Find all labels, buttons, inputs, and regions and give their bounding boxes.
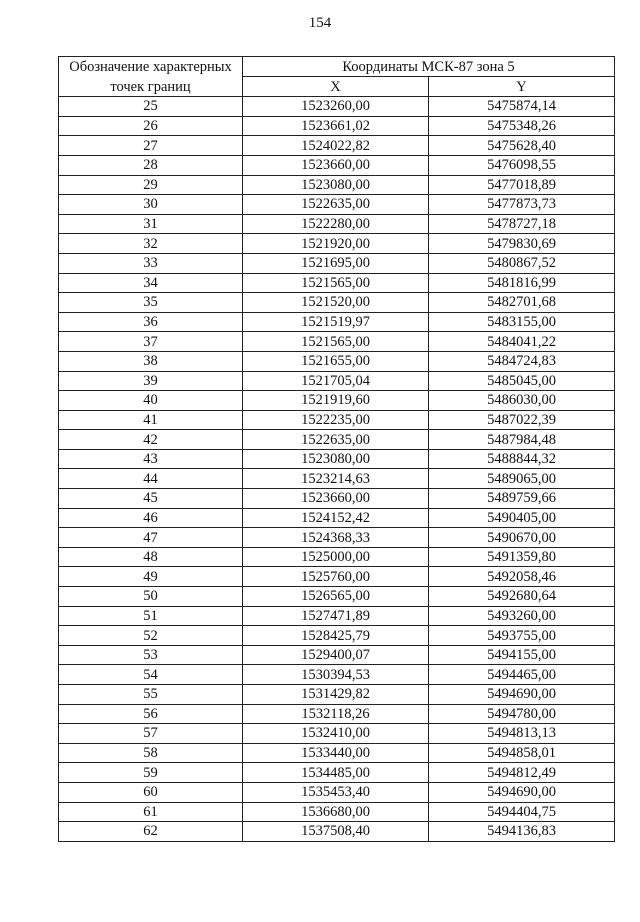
- table-row: [59, 528, 615, 548]
- table-row: [59, 234, 615, 254]
- point-number-cell: 59: [59, 763, 243, 783]
- x-coordinate-cell: 1532410,00: [243, 724, 429, 744]
- x-coordinate-cell: 1524152,42: [243, 508, 429, 528]
- table-row: [59, 293, 615, 313]
- point-number-cell: 52: [59, 626, 243, 646]
- table-row: [59, 116, 615, 136]
- table-row: [59, 469, 615, 489]
- point-number-cell: 30: [59, 195, 243, 215]
- y-coordinate-cell: 5488844,32: [429, 449, 615, 469]
- table-row: [59, 410, 615, 430]
- x-coordinate-cell: 1532118,26: [243, 704, 429, 724]
- y-coordinate-cell: 5490670,00: [429, 528, 615, 548]
- y-coordinate-cell: 5494136,83: [429, 822, 615, 842]
- table-row: [59, 822, 615, 842]
- point-number-cell: 28: [59, 155, 243, 175]
- table-row: [59, 273, 615, 293]
- table-row: [59, 508, 615, 528]
- table-row: [59, 449, 615, 469]
- x-coordinate-cell: 1522635,00: [243, 195, 429, 215]
- table-row: [59, 782, 615, 802]
- y-coordinate-cell: 5487022,39: [429, 410, 615, 430]
- point-number-cell: 54: [59, 665, 243, 685]
- y-coordinate-cell: 5494812,49: [429, 763, 615, 783]
- header-x: X: [243, 77, 429, 97]
- x-coordinate-cell: 1521519,97: [243, 312, 429, 332]
- point-number-cell: 57: [59, 724, 243, 744]
- point-number-cell: 58: [59, 743, 243, 763]
- table-row: [59, 430, 615, 450]
- table-row: [59, 155, 615, 175]
- y-coordinate-cell: 5481816,99: [429, 273, 615, 293]
- y-coordinate-cell: 5490405,00: [429, 508, 615, 528]
- point-number-cell: 56: [59, 704, 243, 724]
- y-coordinate-cell: 5480867,52: [429, 253, 615, 273]
- y-coordinate-cell: 5489065,00: [429, 469, 615, 489]
- point-number-cell: 37: [59, 332, 243, 352]
- table-row: [59, 175, 615, 195]
- x-coordinate-cell: 1521920,00: [243, 234, 429, 254]
- y-coordinate-cell: 5494404,75: [429, 802, 615, 822]
- x-coordinate-cell: 1521919,60: [243, 391, 429, 411]
- y-coordinate-cell: 5475628,40: [429, 136, 615, 156]
- table-row: [59, 743, 615, 763]
- y-coordinate-cell: 5484724,83: [429, 351, 615, 371]
- point-number-cell: 40: [59, 391, 243, 411]
- x-coordinate-cell: 1521655,00: [243, 351, 429, 371]
- table-row: [59, 724, 615, 744]
- y-coordinate-cell: 5494690,00: [429, 782, 615, 802]
- x-coordinate-cell: 1523660,00: [243, 489, 429, 509]
- y-coordinate-cell: 5476098,55: [429, 155, 615, 175]
- table-row: [59, 587, 615, 607]
- table-row: [59, 253, 615, 273]
- point-number-cell: 43: [59, 449, 243, 469]
- table-row: [59, 371, 615, 391]
- point-number-cell: 61: [59, 802, 243, 822]
- y-coordinate-cell: 5484041,22: [429, 332, 615, 352]
- x-coordinate-cell: 1523214,63: [243, 469, 429, 489]
- y-coordinate-cell: 5489759,66: [429, 489, 615, 509]
- x-coordinate-cell: 1533440,00: [243, 743, 429, 763]
- y-coordinate-cell: 5486030,00: [429, 391, 615, 411]
- header-point-line2: точек границ: [110, 78, 191, 95]
- point-number-cell: 26: [59, 116, 243, 136]
- table-row: [59, 391, 615, 411]
- table-row: [59, 136, 615, 156]
- point-number-cell: 48: [59, 547, 243, 567]
- point-number-cell: 53: [59, 645, 243, 665]
- x-coordinate-cell: 1530394,53: [243, 665, 429, 685]
- x-coordinate-cell: 1523080,00: [243, 175, 429, 195]
- y-coordinate-cell: 5493755,00: [429, 626, 615, 646]
- point-number-cell: 49: [59, 567, 243, 587]
- x-coordinate-cell: 1536680,00: [243, 802, 429, 822]
- point-number-cell: 45: [59, 489, 243, 509]
- y-coordinate-cell: 5494780,00: [429, 704, 615, 724]
- y-coordinate-cell: 5477018,89: [429, 175, 615, 195]
- table-row: [59, 626, 615, 646]
- y-coordinate-cell: 5483155,00: [429, 312, 615, 332]
- x-coordinate-cell: 1522235,00: [243, 410, 429, 430]
- x-coordinate-cell: 1521565,00: [243, 273, 429, 293]
- y-coordinate-cell: 5492680,64: [429, 587, 615, 607]
- y-coordinate-cell: 5492058,46: [429, 567, 615, 587]
- y-coordinate-cell: 5493260,00: [429, 606, 615, 626]
- x-coordinate-cell: 1521520,00: [243, 293, 429, 313]
- x-coordinate-cell: 1521695,00: [243, 253, 429, 273]
- x-coordinate-cell: 1524368,33: [243, 528, 429, 548]
- point-number-cell: 47: [59, 528, 243, 548]
- point-number-cell: 32: [59, 234, 243, 254]
- point-number-cell: 62: [59, 822, 243, 842]
- y-coordinate-cell: 5478727,18: [429, 214, 615, 234]
- header-point-line1: Обозначение характерных: [69, 59, 232, 75]
- point-number-cell: 51: [59, 606, 243, 626]
- boundary-coordinates-table: [58, 56, 615, 842]
- page-number: 154: [308, 15, 332, 31]
- point-number-cell: 41: [59, 410, 243, 430]
- y-coordinate-cell: 5494155,00: [429, 645, 615, 665]
- table-row: [59, 567, 615, 587]
- x-coordinate-cell: 1529400,07: [243, 645, 429, 665]
- point-number-cell: 25: [59, 97, 243, 117]
- y-coordinate-cell: 5487984,48: [429, 430, 615, 450]
- header-y: Y: [429, 77, 615, 97]
- x-coordinate-cell: 1523660,00: [243, 155, 429, 175]
- y-coordinate-cell: 5475874,14: [429, 97, 615, 117]
- x-coordinate-cell: 1525760,00: [243, 567, 429, 587]
- table-row: [59, 97, 615, 117]
- y-coordinate-cell: 5482701,68: [429, 293, 615, 313]
- point-number-cell: 50: [59, 587, 243, 607]
- y-coordinate-cell: 5477873,73: [429, 195, 615, 215]
- point-number-cell: 35: [59, 293, 243, 313]
- header-point-designation: [59, 57, 243, 97]
- y-coordinate-cell: 5475348,26: [429, 116, 615, 136]
- x-coordinate-cell: 1524022,82: [243, 136, 429, 156]
- y-coordinate-cell: 5491359,80: [429, 547, 615, 567]
- table-row: [59, 665, 615, 685]
- point-number-cell: 27: [59, 136, 243, 156]
- table-row: [59, 312, 615, 332]
- x-coordinate-cell: 1526565,00: [243, 587, 429, 607]
- point-number-cell: 38: [59, 351, 243, 371]
- point-number-cell: 34: [59, 273, 243, 293]
- table-row: [59, 763, 615, 783]
- x-coordinate-cell: 1523080,00: [243, 449, 429, 469]
- table-row: [59, 489, 615, 509]
- y-coordinate-cell: 5494690,00: [429, 685, 615, 705]
- point-number-cell: 60: [59, 782, 243, 802]
- table-row: [59, 195, 615, 215]
- y-coordinate-cell: 5494858,01: [429, 743, 615, 763]
- x-coordinate-cell: 1523260,00: [243, 97, 429, 117]
- point-number-cell: 31: [59, 214, 243, 234]
- y-coordinate-cell: 5494465,00: [429, 665, 615, 685]
- x-coordinate-cell: 1531429,82: [243, 685, 429, 705]
- table-row: [59, 704, 615, 724]
- x-coordinate-cell: 1522635,00: [243, 430, 429, 450]
- point-number-cell: 33: [59, 253, 243, 273]
- point-number-cell: 55: [59, 685, 243, 705]
- y-coordinate-cell: 5485045,00: [429, 371, 615, 391]
- table-row: [59, 802, 615, 822]
- x-coordinate-cell: 1534485,00: [243, 763, 429, 783]
- point-number-cell: 44: [59, 469, 243, 489]
- y-coordinate-cell: 5494813,13: [429, 724, 615, 744]
- header-coordinates: Координаты МСК-87 зона 5: [243, 57, 615, 77]
- point-number-cell: 39: [59, 371, 243, 391]
- table-row: [59, 645, 615, 665]
- table-row: [59, 332, 615, 352]
- point-number-cell: 42: [59, 430, 243, 450]
- table-row: [59, 214, 615, 234]
- point-number-cell: 36: [59, 312, 243, 332]
- x-coordinate-cell: 1521705,04: [243, 371, 429, 391]
- point-number-cell: 46: [59, 508, 243, 528]
- point-number-cell: 29: [59, 175, 243, 195]
- x-coordinate-cell: 1528425,79: [243, 626, 429, 646]
- table-row: [59, 606, 615, 626]
- table-row: [59, 685, 615, 705]
- x-coordinate-cell: 1523661,02: [243, 116, 429, 136]
- table-row: [59, 547, 615, 567]
- x-coordinate-cell: 1537508,40: [243, 822, 429, 842]
- table-body: [59, 97, 615, 842]
- x-coordinate-cell: 1535453,40: [243, 782, 429, 802]
- x-coordinate-cell: 1522280,00: [243, 214, 429, 234]
- x-coordinate-cell: 1521565,00: [243, 332, 429, 352]
- x-coordinate-cell: 1525000,00: [243, 547, 429, 567]
- table-header: [59, 57, 615, 97]
- x-coordinate-cell: 1527471,89: [243, 606, 429, 626]
- y-coordinate-cell: 5479830,69: [429, 234, 615, 254]
- table-row: [59, 351, 615, 371]
